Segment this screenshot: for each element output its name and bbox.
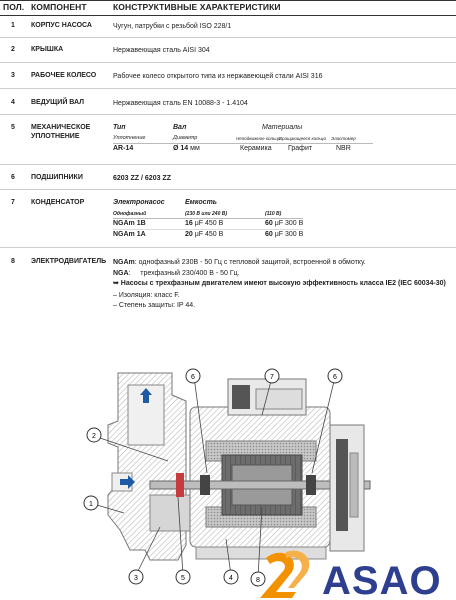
seal-marker [176,473,184,497]
divider [0,62,456,63]
cap-capacity-label: Емкость [185,199,217,206]
seal-mat2-value: Графит [288,145,313,152]
motor-l2-bold: NGA [113,269,129,277]
seal-mat3-sub: Эластомер [331,136,356,141]
cap-pump-label: Электронасос [113,199,165,206]
seal-shaft-value: Ø 14 [173,145,189,152]
row-number: 4 [11,99,15,106]
header-features: КОНСТРУКТИВНЫЕ ХАРАКТЕРИСТИКИ [113,2,281,12]
row-component-line2: УПЛОТНЕНИЕ [31,133,80,140]
motor-l3: ➥ Насосы с трехфазным двигателем имеют высокую эффективность класса IE2 (IEC 60034-30) [113,280,446,287]
cap-2-v1: 20 [185,231,193,238]
table-row-capacitor [0,199,456,245]
seal-mat1-sub: Неподвижное кольцо [236,136,281,141]
callout: 5 [181,575,185,582]
row-number: 5 [11,124,15,131]
row-component: ВЕДУЩИЙ ВАЛ [31,99,85,106]
row-component: КРЫШКА [31,46,64,53]
callout: 8 [256,577,260,584]
divider [0,37,456,38]
row-number: 8 [11,258,15,265]
motor-description [113,258,446,312]
cap-1-v1: 16 [185,220,193,227]
table-header [0,0,456,16]
divider [0,114,456,115]
asao-logo [256,548,456,600]
divider [0,189,456,190]
cap-v1-sub: (230 В или 240 В) [185,211,228,217]
motor-l2: : трехфазный 230/400 В - 50 Гц. [128,269,240,277]
row-number: 2 [11,46,15,53]
row-component: ПОДШИПНИКИ [31,174,83,181]
motor-l1-bold: NGAm [113,259,135,266]
motor-l1: : однофазный 230В - 50 Гц с тепловой защитой, встроенной в обмотку. [134,259,366,266]
cap-subline [113,218,303,219]
seal-mat2-sub: Вращающееся кольцо [279,136,326,141]
cap-pump-sub: Однофазный [113,211,147,217]
seal-shaft-unit: мм [190,145,200,152]
row-component: ЭЛЕКТРОДВИГАТЕЛЬ [31,258,107,265]
header-component: КОМПОНЕНТ [31,2,87,12]
seal-shaft-label: Вал [173,124,187,131]
cap-pump-1: NGAm 1B [113,220,146,227]
callout: 6 [191,374,195,381]
row-component: МЕХАНИЧЕСКОЕ [31,124,91,131]
row-number: 3 [11,72,15,79]
logo-mark-icon [260,553,296,598]
row-description: 6203 ZZ / 6203 ZZ [113,175,171,182]
divider [0,164,456,165]
seal-mat1-value: Керамика [240,145,272,152]
seal-type-value: AR-14 [113,145,134,152]
cap-v2-sub: (110 В) [265,211,282,217]
row-component: РАБОЧЕЕ КОЛЕСО [31,72,97,79]
row-number: 6 [11,174,15,181]
seal-type-label: Тип [113,124,126,131]
cap-2-v1-unit: μF 450 В [194,231,224,238]
row-component: КОНДЕНСАТОР [31,199,85,206]
seal-type-sub: Уплотнение [113,135,146,141]
seal-mat3-value: NBR [336,145,351,152]
callout: 2 [92,433,96,440]
seal-materials-label: Материалы [262,124,303,131]
callout: 6 [333,374,337,381]
table-row-seal [0,124,456,166]
motor-l5: – Степень защиты: IP 44. [113,302,196,309]
seal-subline [113,143,373,144]
table-row-motor [0,258,456,318]
row-description: Рабочее колесо открытого типа из нержавеющей стали AISI 316 [113,73,323,80]
callout: 4 [229,575,233,582]
row-description: Чугун, патрубки с резьбой ISO 228/1 [113,23,232,30]
callout: 7 [270,374,274,381]
header-no: ПОЛ. [3,2,25,12]
row-component: КОРПУС НАСОСА [31,22,92,29]
seal-shaft-sub: Диаметр [173,135,198,141]
logo-text: ASAO [322,559,442,600]
row-description: Нержавеющая сталь AISI 304 [113,47,210,54]
cap-1-v2: 60 [265,220,273,227]
divider [0,88,456,89]
cap-rowline [113,229,303,230]
row-number: 1 [11,22,15,29]
row-description: Нержавеющая сталь EN 10088-3 - 1.4104 [113,100,248,107]
cap-2-v2: 60 [265,231,273,238]
cap-1-v1-unit: μF 450 В [194,220,224,227]
motor-l4: – Изоляция: класс F. [113,291,180,299]
callout: 1 [89,501,93,508]
cap-2-v2-unit: μF 300 В [274,231,304,238]
pump-casing [108,373,190,560]
cap-pump-2: NGAm 1A [113,231,146,238]
divider [0,247,456,248]
callout: 3 [134,575,138,582]
row-number: 7 [11,199,15,206]
cap-1-v2-unit: μF 300 В [274,220,304,227]
